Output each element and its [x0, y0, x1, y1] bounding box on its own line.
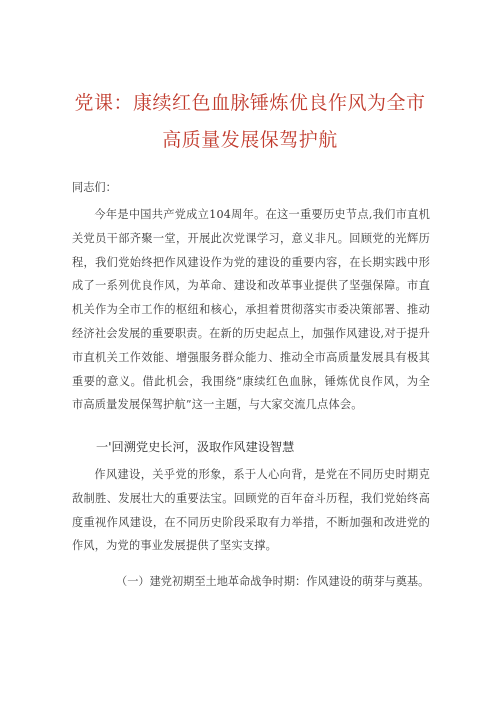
- document-title-line-1: 党课：康续红色血脉锤炼优良作风为全市: [74, 92, 426, 114]
- body-paragraph-section-1: 作风建设，关乎党的形象，系于人心向背，是党在不同历史时期克敌制胜、发展壮大的重要法宝。回顾党的百年奋斗历程，我们党始终高度重视作风建设，在不同历史阶段采取有力举措，不断加强和改进党的作风，为党的事业发展提供了坚实支撑。: [72, 468, 430, 553]
- section-heading: 一'回溯党史长河，汲取作风建设智慧: [96, 440, 295, 454]
- salutation: 同志们：: [72, 181, 117, 194]
- subsection-heading: （一）建党初期至土地革命战争时期：作风建设的萌芽与奠基。: [116, 575, 430, 588]
- body-paragraph-intro: 今年是中国共产党成立104周年。在这一重要历史节点,我们市直机关党员干部齐聚一堂，开展此次党课学习，意义非凡。回顾党的光辉历程，我们党始终把作风建设作为党的建设的重要内容，在长期实践中形成了一系列优良作风，为革命、建设和改革事业提供了坚强保障。市直机关作为全市工作的枢纽和核心，承担着贯彻落实市委决策部署、推动经济社会发展的重要职责。在新的历史起点上，加强作风建设,对于提升市直机关工作效能、增强服务群众能力、推动全市高质量发展具有极其重要的意义。借此机会，我围绕“康续红色血脉，锤炼优良作风，为全市高质量发展保驾护航”这一主题，与大家交流几点体会。: [72, 208, 430, 412]
- document-title-line-2: 高质量发展保驾护航: [162, 129, 338, 151]
